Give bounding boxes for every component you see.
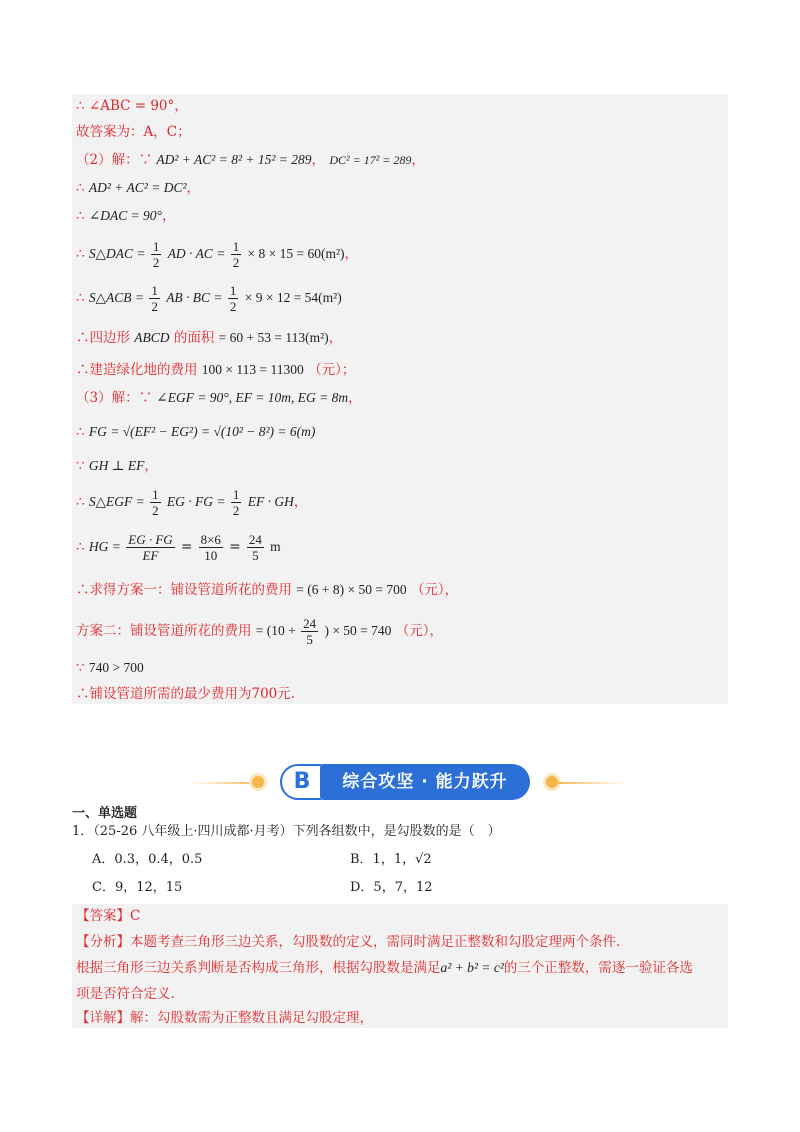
solution-line-8: ∴四边形 ABCD 的面积 = 60 + 53 = 113(m²)， [76, 330, 343, 346]
section-banner [280, 762, 530, 802]
analysis-line-3: 项是否符合定义. [76, 986, 175, 1002]
banner-title: 综合攻坚 · 能力跃升 [320, 764, 530, 800]
solution-line-9: ∴建造绿化地的费用 100 × 113 = 11300 （元）； [76, 362, 356, 378]
option-b[interactable]: B．1，1，√2 [350, 852, 432, 867]
fraction: $\frac{1}{2}$ [232, 239, 240, 270]
solution-line-14: ∴ HG = $\frac{EG \cdot FG}{EF}$ = $\frac{8\times 6}{10}$ = $\frac{24}{5}$ m [76, 532, 281, 563]
option-c[interactable]: C．9，12，15 [92, 880, 183, 895]
solution-line-13: ∴ S△EGF = $\frac{1}{2}$ EG · FG = $\frac{1}{2}$ EF · GH， [76, 487, 308, 518]
answer-line: 【答案】C [76, 908, 141, 924]
solution-line-18: ∴铺设管道所需的最少费用为700元. [76, 686, 296, 702]
option-a[interactable]: A．0.3，0.4，0.5 [92, 852, 203, 867]
fraction: $\frac{1}{2}$ [152, 239, 160, 270]
solution-line-15: ∴求得方案一：铺设管道所花的费用 = (6 + 8) × 50 = 700 （元）， [76, 582, 459, 598]
solution-line-10: （3）解：∵ ∠EGF = 90°, EF = 10m, EG = 8m， [76, 390, 362, 406]
detail-line: 【详解】解：勾股数需为正整数且满足勾股定理， [76, 1010, 373, 1026]
solution-line-11: ∴ FG = √(EF² − EG²) = √(10² − 8²) = 6(m) [76, 424, 316, 440]
banner-left-line [190, 782, 260, 784]
solution-line-1: ∴ ∠ABC = 90°， [76, 98, 188, 114]
fraction: $\frac{EG \cdot FG}{EF}$ [128, 532, 173, 563]
analysis-line-1: 【分析】本题考查三角形三边关系，勾股数的定义，需同时满足正整数和勾股定理两个条件. [76, 934, 621, 950]
fraction: $\frac{8\times 6}{10}$ [200, 532, 221, 563]
solution-line-17: ∵ 740 > 700 [76, 660, 144, 676]
fraction: $\frac{1}{2}$ [151, 283, 158, 314]
section-heading: 一、单选题 [72, 806, 138, 821]
fraction: $\frac{24}{5}$ [303, 616, 317, 647]
banner-left-dot [252, 776, 264, 788]
solution-line-16: 方案二：铺设管道所花的费用 = (10 + $\frac{24}{5}$ ) × 50 = 740 （元）， [76, 616, 443, 647]
fraction: $\frac{1}{2}$ [152, 487, 159, 518]
solution-line-3: （2）解：∵ AD² + AC² = 8² + 15² = 289， DC² = 17² = 289， [76, 152, 425, 168]
solution-line-2: 故答案为：A，C； [76, 124, 191, 140]
banner-right-line [556, 782, 626, 784]
analysis-line-2: 根据三角形三边关系判断是否构成三角形，根据勾股数是满足a² + b² = c²的三个正整数，需逐一验证各选 [76, 960, 693, 976]
banner-badge: B [280, 764, 324, 800]
fraction: $\frac{1}{2}$ [232, 487, 240, 518]
fraction: $\frac{24}{5}$ [248, 532, 262, 563]
solution-line-5: ∴ ∠DAC = 90°， [76, 208, 176, 224]
solution-line-7: ∴ S△ACB = $\frac{1}{2}$ AB · BC = $\frac{1}{2}$ × 9 × 12 = 54(m²) [76, 283, 342, 314]
question-stem: 1．（25-26 八年级上·四川成都·月考）下列各组数中，是勾股数的是（ ） [72, 824, 501, 839]
fraction: $\frac{1}{2}$ [229, 283, 237, 314]
option-d[interactable]: D．5，7，12 [350, 880, 433, 895]
solution-line-12: ∵ GH ⊥ EF， [76, 458, 158, 474]
solution-line-4: ∴ AD² + AC² = DC²， [76, 180, 201, 196]
solution-line-6: ∴ S△DAC = $\frac{1}{2}$ AD · AC = $\frac{1}{2}$ × 8 × 15 = 60(m²)， [76, 239, 358, 270]
